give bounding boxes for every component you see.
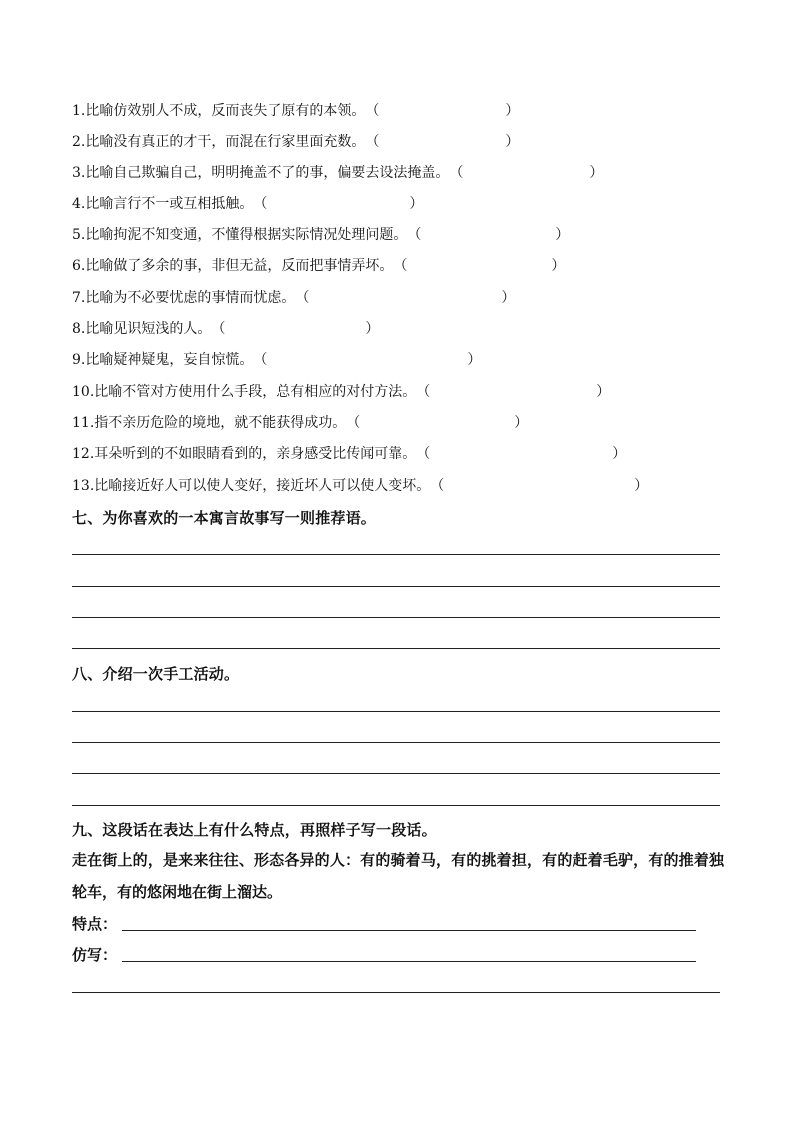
writing-line[interactable] <box>72 773 720 774</box>
writing-line[interactable] <box>72 617 720 618</box>
example-passage: 走在街上的，是来来往往、形态各异的人：有的骑着马，有的挑着担，有的赶着毛驴，有的推着独轮车，有的悠闲地在街上溜达。 <box>72 851 724 901</box>
answer-blank[interactable]: （ ） <box>211 321 380 337</box>
feature-label: 特点： <box>72 915 118 933</box>
question-11 <box>72 413 530 433</box>
question-number: 8. <box>72 321 86 337</box>
imitate-answer-line[interactable] <box>122 961 696 962</box>
writing-line[interactable] <box>72 648 720 649</box>
section-9-title: 九、这段话在表达上有什么特点，再照样子写一段话。 <box>72 821 437 839</box>
imitate-label: 仿写： <box>72 946 118 964</box>
answer-blank[interactable]: （ ） <box>253 352 482 368</box>
question-number: 3. <box>72 165 86 181</box>
question-text: 比喻见识短浅的人。 <box>85 321 212 337</box>
answer-blank[interactable]: （ ） <box>430 478 649 494</box>
question-text: 比喻疑神疑鬼，妄自惊慌。 <box>85 352 254 368</box>
answer-blank[interactable]: （ ） <box>295 290 516 306</box>
question-number: 9. <box>72 352 86 368</box>
question-10 <box>72 382 612 402</box>
question-number: 6. <box>72 258 86 274</box>
writing-line[interactable] <box>72 742 720 743</box>
question-number: 11. <box>72 415 95 431</box>
answer-blank[interactable]: （ ） <box>416 446 627 462</box>
question-text: 比喻为不必要忧虑的事情而忧虑。 <box>85 290 296 306</box>
question-5 <box>72 225 571 245</box>
question-number: 2. <box>72 134 86 150</box>
question-text: 比喻自己欺骗自己，明明掩盖不了的事，偏要去设法掩盖。 <box>85 165 450 181</box>
question-text: 指不亲历危险的境地，就不能获得成功。 <box>94 415 347 431</box>
answer-blank[interactable]: （ ） <box>416 384 611 400</box>
question-text: 比喻拘泥不知变通，不懂得根据实际情况处理问题。 <box>85 227 408 243</box>
question-number: 4. <box>72 196 86 212</box>
question-7 <box>72 288 517 308</box>
question-text: 比喻做了多余的事，非但无益，反而把事情弄坏。 <box>85 258 394 274</box>
question-text: 耳朵听到的不如眼睛看到的，亲身感受比传闻可靠。 <box>94 446 417 462</box>
answer-blank[interactable]: （ ） <box>407 227 570 243</box>
feature-answer-line[interactable] <box>122 930 696 931</box>
question-text: 比喻没有真正的才干，而混在行家里面充数。 <box>85 134 366 150</box>
answer-blank[interactable]: （ ） <box>393 258 566 274</box>
question-2 <box>72 132 521 152</box>
writing-line[interactable] <box>72 992 720 993</box>
question-number: 5. <box>72 227 86 243</box>
question-3 <box>72 163 605 183</box>
question-9 <box>72 350 483 370</box>
question-8 <box>72 319 381 339</box>
question-4 <box>72 194 425 214</box>
question-text: 比喻接近好人可以使人变好，接近坏人可以使人变坏。 <box>94 478 431 494</box>
writing-line[interactable] <box>72 554 720 555</box>
answer-blank[interactable]: （ ） <box>365 134 520 150</box>
answer-blank[interactable]: （ ） <box>365 103 520 119</box>
question-12 <box>72 444 628 464</box>
answer-blank[interactable]: （ ） <box>449 165 604 181</box>
question-text: 比喻不管对方使用什么手段，总有相应的对付方法。 <box>94 384 417 400</box>
writing-line[interactable] <box>72 805 720 806</box>
question-number: 10. <box>72 384 95 400</box>
question-1 <box>72 101 521 121</box>
writing-line[interactable] <box>72 711 720 712</box>
writing-line[interactable] <box>72 586 720 587</box>
section-7-title: 七、为你喜欢的一本寓言故事写一则推荐语。 <box>72 509 377 527</box>
question-number: 13. <box>72 478 95 494</box>
question-6 <box>72 256 567 276</box>
answer-blank[interactable]: （ ） <box>253 196 424 212</box>
answer-blank[interactable]: （ ） <box>346 415 529 431</box>
question-text: 比喻仿效别人不成，反而丧失了原有的本领。 <box>85 103 366 119</box>
question-number: 7. <box>72 290 86 306</box>
question-number: 12. <box>72 446 95 462</box>
question-number: 1. <box>72 103 86 119</box>
question-13 <box>72 476 650 496</box>
section-8-title: 八、介绍一次手工活动。 <box>72 665 240 683</box>
question-text: 比喻言行不一或互相抵触。 <box>85 196 254 212</box>
